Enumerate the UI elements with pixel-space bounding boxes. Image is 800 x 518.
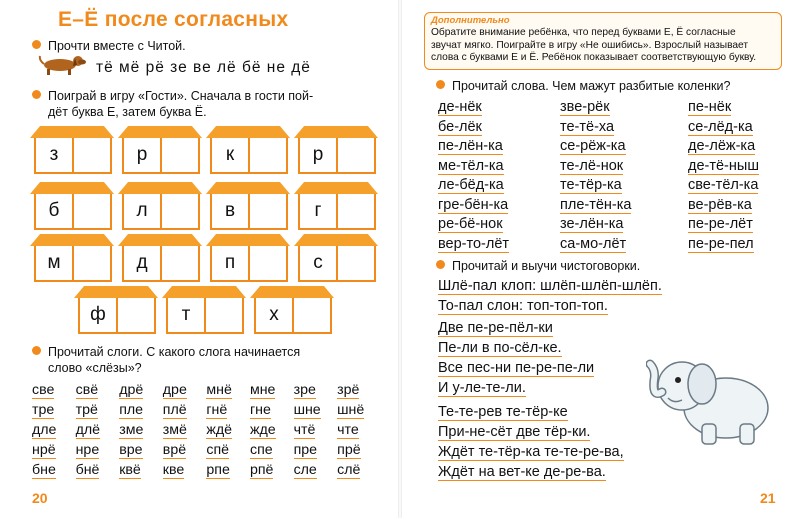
- house-body: [34, 246, 112, 282]
- poem-line: Две пе-ре-пёл-ки: [438, 320, 553, 336]
- poem-line-wrap: [438, 276, 662, 296]
- syllable-row: [32, 422, 381, 442]
- syllable: чте: [337, 422, 359, 438]
- house-letter: б: [36, 194, 74, 228]
- syllable-word: те-тё-ха: [560, 118, 615, 135]
- letter-house: [30, 126, 114, 176]
- word-line: [688, 176, 759, 196]
- syllable-cell: [163, 422, 207, 442]
- dachshund-icon: [38, 52, 86, 76]
- poem-line: И у-ле-те-ли.: [438, 380, 526, 396]
- syllable: зре: [293, 382, 316, 398]
- syllable-word: пе-ре-пел: [688, 235, 754, 252]
- syllable-word: те-лё-нок: [560, 157, 624, 174]
- syllable: трё: [75, 402, 98, 418]
- poem-line: То-пал слон: топ-топ-топ.: [438, 298, 608, 314]
- house-letter: п: [212, 246, 250, 280]
- syllable-cell: [250, 422, 294, 442]
- word-line: [438, 118, 509, 138]
- syllable-cell: [206, 462, 250, 482]
- syllable-cell: [163, 402, 207, 422]
- syllable: плё: [162, 402, 187, 418]
- note-line: Обратите внимание ребёнка, что перед буквами Е, Ё согласные: [431, 27, 736, 38]
- poem-line: Все пес-ни пе-ре-пе-ли: [438, 360, 595, 376]
- syllable-word: де-лёж-ка: [688, 138, 756, 154]
- page-number: 21: [760, 490, 776, 506]
- syllable-word: ле-бёд-ка: [438, 177, 504, 193]
- poem-line-wrap: [438, 378, 594, 398]
- house-body: [122, 194, 200, 230]
- syllable: врё: [162, 442, 187, 458]
- house-body: [34, 194, 112, 230]
- house-empty-cell: [74, 246, 110, 280]
- house-empty-cell: [250, 246, 286, 280]
- syllable-word: све-тёл-ка: [688, 177, 759, 193]
- instruction-read-with-chita: Прочти вместе с Читой.: [32, 38, 186, 54]
- house-body: [298, 194, 376, 230]
- syllable-cell: [32, 382, 76, 402]
- house-roof: [250, 286, 334, 298]
- house-body: [78, 298, 156, 334]
- letter-house: [118, 182, 202, 232]
- house-letter: р: [300, 138, 338, 172]
- note-title: Дополнительно: [431, 15, 510, 26]
- syllable-word: пле-тён-ка: [560, 196, 632, 213]
- syllable: мне: [249, 382, 276, 398]
- poem-line: Шлё-пал клоп: шлёп-шлёп-шлёп.: [438, 278, 662, 294]
- syllable-word: ме-тёл-ка: [438, 157, 504, 174]
- tongue-twister-1: [438, 276, 662, 316]
- house-roof: [30, 126, 114, 138]
- syllable-word: зве-рёк: [560, 99, 610, 115]
- bullet-icon: [32, 90, 41, 99]
- house-letter: к: [212, 138, 250, 172]
- word-line: [688, 118, 759, 138]
- poem-line-wrap: [438, 358, 594, 378]
- instruction-syllables: Прочитай слоги. С какого слога начинается слово «слёзы»?: [32, 344, 300, 376]
- syllable: шнё: [337, 402, 365, 418]
- syllable-cell: [337, 462, 381, 482]
- word-column-1: [438, 98, 509, 254]
- additional-note-box: [424, 12, 782, 70]
- syllable-cell: [337, 382, 381, 402]
- word-line: [560, 137, 631, 157]
- note-line: звучат мягко. Поиграйте в игру «Не ошибись». Взрослый называет: [431, 39, 749, 51]
- bullet-icon: [32, 346, 41, 355]
- syllable-cell: [206, 422, 250, 442]
- tongue-twister-3: [438, 402, 624, 482]
- syllable-cell: [76, 382, 120, 402]
- syllable-word: де-нёк: [438, 99, 482, 115]
- word-line: [560, 157, 631, 177]
- syllable-cell: [32, 442, 76, 462]
- syllable-word: вер-то-лёт: [438, 235, 510, 252]
- instruction-guests-game: Поиграй в игру «Гости». Сначала в гости пой- дёт буква Е, затем буква Ё.: [32, 88, 313, 120]
- word-column-3: [688, 98, 759, 254]
- house-empty-cell: [206, 298, 242, 332]
- syllable: жде: [249, 422, 276, 438]
- house-roof: [30, 182, 114, 194]
- syllable: пре: [293, 442, 318, 458]
- letter-house: [118, 234, 202, 284]
- syllable-cell: [294, 402, 338, 422]
- house-letter: г: [300, 194, 338, 228]
- right-page: [400, 0, 800, 518]
- house-roof: [30, 234, 114, 246]
- word-line: [438, 196, 509, 216]
- letter-house: [206, 182, 290, 232]
- poem-line-wrap: [438, 422, 624, 442]
- word-line: [688, 137, 759, 157]
- house-empty-cell: [162, 246, 198, 280]
- note-line: слова с буквами Е и Ё. Ребёнок показывает соответствующую букву.: [431, 52, 757, 63]
- house-body: [298, 138, 376, 174]
- syllable-cell: [119, 402, 163, 422]
- syllable-cell: [250, 402, 294, 422]
- house-empty-cell: [338, 246, 374, 280]
- house-empty-cell: [338, 194, 374, 228]
- syllable: нрё: [32, 442, 56, 458]
- word-line: [438, 157, 509, 177]
- poem-line: Ждёт те-тёр-ка те-те-ре-ва,: [438, 444, 624, 460]
- house-empty-cell: [250, 194, 286, 228]
- syllable: дре: [162, 382, 187, 398]
- syllable-row: [32, 442, 381, 462]
- syllable-cell: [337, 402, 381, 422]
- word-line: [688, 196, 759, 216]
- house-body: [210, 246, 288, 282]
- syllable-cell: [163, 462, 207, 482]
- word-line: [688, 215, 759, 235]
- house-letter: р: [124, 138, 162, 172]
- house-roof: [162, 286, 246, 298]
- note-text: [431, 27, 777, 65]
- letter-house: [118, 126, 202, 176]
- syllable: тре: [32, 402, 55, 418]
- bullet-icon: [436, 260, 445, 269]
- poem-line: При-не-сёт две тёр-ки.: [438, 424, 591, 440]
- word-line: [560, 196, 631, 216]
- syllable-table: [32, 382, 381, 482]
- instruction-read-words: Прочитай слова. Чем мажут разбитые коленки?: [436, 78, 730, 94]
- house-letter: с: [300, 246, 338, 280]
- syllable-word: те-тёр-ка: [560, 177, 622, 193]
- house-empty-cell: [162, 194, 198, 228]
- syllable-word: се-рёж-ка: [560, 138, 626, 154]
- syllable: зрё: [337, 382, 360, 398]
- syllable-cell: [76, 462, 120, 482]
- poem-line: Ждёт на вет-ке де-ре-ва.: [438, 464, 606, 480]
- poem-line-wrap: [438, 442, 624, 462]
- syllable-cell: [294, 422, 338, 442]
- letter-house: [30, 234, 114, 284]
- word-line: [688, 98, 759, 118]
- letter-house: [294, 182, 378, 232]
- syllable: кве: [162, 462, 185, 478]
- syllable: змё: [162, 422, 187, 438]
- syllable-word: де-тё-ныш: [688, 157, 759, 174]
- letter-house: [74, 286, 158, 336]
- poem-line-wrap: [438, 318, 594, 338]
- syllable-cell: [294, 382, 338, 402]
- syllable: вре: [119, 442, 143, 458]
- syllable: рпе: [206, 462, 230, 478]
- syllable-cell: [76, 422, 120, 442]
- page-title: Е–Ё после согласных: [58, 8, 289, 31]
- bullet-icon: [436, 80, 445, 89]
- letter-house: [294, 234, 378, 284]
- syllable: мнё: [206, 382, 232, 398]
- syllable: сле: [293, 462, 317, 478]
- word-line: [438, 176, 509, 196]
- syllable-word: се-лёд-ка: [688, 118, 753, 135]
- syllable-cell: [32, 462, 76, 482]
- syllable-cell: [206, 382, 250, 402]
- syllable-word: зе-лён-ка: [560, 216, 624, 232]
- house-roof: [118, 126, 202, 138]
- letter-house: [206, 126, 290, 176]
- house-letter: в: [212, 194, 250, 228]
- syllable-cell: [206, 442, 250, 462]
- word-line: [438, 137, 509, 157]
- syllable: свё: [75, 382, 99, 398]
- syllable-cell: [163, 442, 207, 462]
- house-empty-cell: [162, 138, 198, 172]
- syllable-cell: [163, 382, 207, 402]
- word-line: [688, 157, 759, 177]
- syllable-word: бе-лёк: [438, 118, 482, 135]
- word-line: [560, 118, 631, 138]
- syllable: бне: [32, 462, 56, 478]
- house-roof: [206, 234, 290, 246]
- word-line: [560, 176, 631, 196]
- syllable-cell: [250, 442, 294, 462]
- house-letter: т: [168, 298, 206, 332]
- syllable-cell: [119, 422, 163, 442]
- syllable-cell: [250, 382, 294, 402]
- syllable-row: [32, 382, 381, 402]
- poem-line-wrap: [438, 402, 624, 422]
- syllable: бнё: [75, 462, 100, 478]
- house-roof: [74, 286, 158, 298]
- house-roof: [206, 126, 290, 138]
- syllable-cell: [119, 382, 163, 402]
- syllable-row: [32, 402, 381, 422]
- house-letter: д: [124, 246, 162, 280]
- letter-house: [162, 286, 246, 336]
- syllable: спе: [249, 442, 273, 458]
- syllable-row: [32, 462, 381, 482]
- house-body: [34, 138, 112, 174]
- house-empty-cell: [294, 298, 330, 332]
- syllable-word: пе-нёк: [688, 99, 732, 115]
- syllable: све: [32, 382, 55, 398]
- syllable-cell: [337, 442, 381, 462]
- syllable: шне: [293, 402, 321, 418]
- syllable: гнё: [206, 402, 228, 418]
- house-roof: [294, 234, 378, 246]
- syllable: квё: [119, 462, 141, 478]
- syllable-reading-line: тё мё рё зе ве лё бё не дё: [96, 59, 311, 76]
- syllable-word: гре-бён-ка: [438, 196, 509, 213]
- letter-house: [206, 234, 290, 284]
- tongue-twister-2: [438, 318, 594, 398]
- syllable-cell: [76, 402, 120, 422]
- word-column-2: [560, 98, 631, 254]
- word-line: [560, 215, 631, 235]
- house-roof: [118, 234, 202, 246]
- word-line: [438, 98, 509, 118]
- syllable-cell: [76, 442, 120, 462]
- house-roof: [118, 182, 202, 194]
- syllable-cell: [32, 422, 76, 442]
- letter-house: [294, 126, 378, 176]
- syllable: дрё: [119, 382, 144, 398]
- syllable-cell: [250, 462, 294, 482]
- letter-house: [250, 286, 334, 336]
- syllable-cell: [337, 422, 381, 442]
- syllable-word: ре-бё-нок: [438, 216, 503, 232]
- house-body: [166, 298, 244, 334]
- instruction-tongue-twisters: Прочитай и выучи чистоговорки.: [436, 258, 640, 274]
- letter-house: [30, 182, 114, 232]
- poem-line-wrap: [438, 338, 594, 358]
- poem-line-wrap: [438, 462, 624, 482]
- house-empty-cell: [118, 298, 154, 332]
- house-body: [210, 138, 288, 174]
- syllable-cell: [294, 462, 338, 482]
- house-empty-cell: [250, 138, 286, 172]
- word-line: [560, 98, 631, 118]
- syllable: рпё: [249, 462, 274, 478]
- house-letter: з: [36, 138, 74, 172]
- house-body: [210, 194, 288, 230]
- syllable: гне: [249, 402, 271, 418]
- house-letter: х: [256, 298, 294, 332]
- syllable-cell: [206, 402, 250, 422]
- house-body: [122, 246, 200, 282]
- syllable-word: ве-рёв-ка: [688, 196, 752, 213]
- house-empty-cell: [338, 138, 374, 172]
- house-letter: м: [36, 246, 74, 280]
- syllable: дле: [32, 422, 57, 438]
- house-roof: [206, 182, 290, 194]
- syllable-word: са-мо-лёт: [560, 235, 627, 252]
- poem-line-wrap: [438, 296, 662, 316]
- word-line: [560, 235, 631, 255]
- syllable: слё: [337, 462, 361, 478]
- page-number: 20: [32, 490, 48, 506]
- house-empty-cell: [74, 194, 110, 228]
- syllable-word: пе-лён-ка: [438, 138, 503, 154]
- syllable-cell: [294, 442, 338, 462]
- house-roof: [294, 126, 378, 138]
- syllable: нре: [75, 442, 100, 458]
- elephant-icon: [646, 346, 776, 450]
- syllable: прё: [337, 442, 361, 458]
- poem-line: Те-те-рев те-тёр-ке: [438, 404, 568, 420]
- syllable: спё: [206, 442, 230, 458]
- word-line: [438, 215, 509, 235]
- syllable: зме: [119, 422, 144, 438]
- house-body: [122, 138, 200, 174]
- syllable-cell: [119, 442, 163, 462]
- syllable-cell: [32, 402, 76, 422]
- syllable: пле: [119, 402, 144, 418]
- word-line: [438, 235, 509, 255]
- syllable-word: пе-ре-лёт: [688, 216, 753, 232]
- house-letter: л: [124, 194, 162, 228]
- word-line: [688, 235, 759, 255]
- house-roof: [294, 182, 378, 194]
- bullet-icon: [32, 40, 41, 49]
- syllable: чтё: [293, 422, 316, 438]
- poem-line: Пе-ли в по-сёл-ке.: [438, 340, 562, 356]
- house-body: [254, 298, 332, 334]
- syllable: длё: [75, 422, 101, 438]
- house-body: [298, 246, 376, 282]
- syllable: ждё: [206, 422, 233, 438]
- house-letter: ф: [80, 298, 118, 332]
- syllable-cell: [119, 462, 163, 482]
- house-empty-cell: [74, 138, 110, 172]
